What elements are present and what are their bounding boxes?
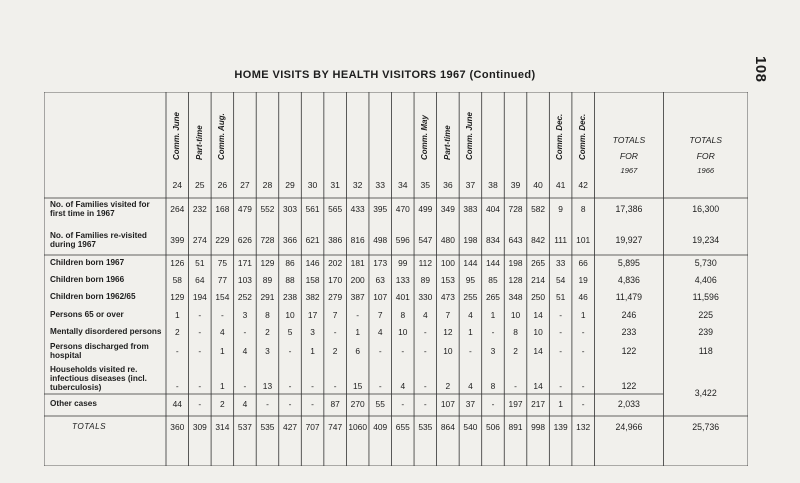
empty-value: - bbox=[311, 381, 314, 391]
empty-value: - bbox=[356, 310, 360, 320]
empty-value: - bbox=[423, 327, 427, 337]
empty-value: - bbox=[581, 381, 585, 391]
cell-value: 132 bbox=[576, 422, 591, 432]
cell-value: 103 bbox=[237, 275, 252, 285]
cell-value: 171 bbox=[237, 258, 252, 268]
empty-value: - bbox=[198, 399, 202, 409]
page-title: HOME VISITS BY HEALTH VISITORS 1967 (Continued) bbox=[234, 69, 536, 81]
page-number: 108 bbox=[752, 56, 769, 83]
cell-value: 707 bbox=[305, 422, 320, 432]
column-heading-label: Comm. Dec. bbox=[577, 113, 587, 160]
empty-value: - bbox=[175, 346, 179, 356]
row-label: No. of Families re-visited during 1967 bbox=[50, 231, 147, 249]
cell-value: 1060 bbox=[348, 422, 367, 432]
cell-value: 998 bbox=[531, 422, 546, 432]
total-1966-merged: 3,422 bbox=[694, 388, 717, 398]
cell-value: 1 bbox=[220, 381, 225, 391]
cell-value: 250 bbox=[531, 292, 546, 302]
empty-value: - bbox=[311, 399, 314, 409]
column-number: 29 bbox=[285, 180, 295, 190]
cell-value: 14 bbox=[533, 381, 543, 391]
cell-value: 7 bbox=[332, 310, 338, 320]
cell-value: 404 bbox=[485, 204, 500, 214]
cell-value: 158 bbox=[305, 275, 320, 285]
cell-value: 173 bbox=[373, 258, 388, 268]
totals-heading-line3: 1966 bbox=[697, 166, 715, 175]
cell-value: 479 bbox=[237, 204, 252, 214]
cell-value: 7 bbox=[445, 310, 451, 320]
row-label: Households visited re. infectious diseases (incl. tuberculosis) bbox=[50, 365, 147, 392]
column-number: 42 bbox=[578, 180, 588, 190]
row-label: No. of Families visited for first time in 1967 bbox=[50, 200, 150, 218]
cell-value: 537 bbox=[237, 422, 252, 432]
empty-value: - bbox=[469, 346, 472, 356]
cell-value: 561 bbox=[305, 204, 320, 214]
cell-value: 596 bbox=[395, 235, 410, 245]
empty-value: - bbox=[491, 399, 495, 409]
cell-value: 170 bbox=[328, 275, 343, 285]
column-number: 24 bbox=[172, 180, 183, 190]
column-number: 26 bbox=[217, 180, 228, 190]
cell-value: 2 bbox=[513, 346, 518, 356]
total-1967: 246 bbox=[621, 310, 637, 320]
cell-value: 255 bbox=[463, 292, 478, 302]
cell-value: 77 bbox=[217, 275, 228, 285]
row-label: Other cases bbox=[50, 399, 97, 408]
cell-value: 409 bbox=[373, 422, 388, 432]
cell-value: 621 bbox=[305, 235, 320, 245]
total-1967: 5,895 bbox=[617, 258, 640, 268]
cell-value: 498 bbox=[373, 235, 388, 245]
empty-value: - bbox=[559, 346, 563, 356]
cell-value: 154 bbox=[215, 292, 230, 302]
total-1966: 25,736 bbox=[692, 422, 720, 432]
total-1967: 2,033 bbox=[617, 399, 640, 409]
total-1967: 11,479 bbox=[615, 292, 643, 302]
empty-value: - bbox=[198, 381, 202, 391]
cell-value: 4 bbox=[220, 327, 225, 337]
cell-value: 5 bbox=[287, 327, 293, 337]
cell-value: 2 bbox=[332, 346, 338, 356]
cell-value: 10 bbox=[398, 327, 408, 337]
cell-value: 238 bbox=[283, 292, 298, 302]
cell-value: 728 bbox=[260, 235, 275, 245]
cell-value: 15 bbox=[353, 381, 363, 391]
cell-value: 4 bbox=[377, 327, 383, 337]
cell-value: 8 bbox=[400, 310, 406, 320]
cell-value: 552 bbox=[260, 204, 275, 214]
cell-value: 386 bbox=[328, 235, 343, 245]
cell-value: 66 bbox=[578, 258, 588, 268]
cell-value: 401 bbox=[395, 292, 410, 302]
cell-value: 499 bbox=[418, 204, 433, 214]
cell-value: 14 bbox=[533, 346, 543, 356]
column-number: 38 bbox=[488, 180, 498, 190]
total-1967: 24,966 bbox=[615, 422, 643, 432]
cell-value: 46 bbox=[578, 292, 588, 302]
empty-value: - bbox=[198, 346, 202, 356]
cell-value: 643 bbox=[508, 235, 523, 245]
total-1967: 19,927 bbox=[615, 235, 643, 245]
empty-value: - bbox=[423, 399, 427, 409]
total-1966: 239 bbox=[698, 327, 714, 337]
cell-value: 842 bbox=[531, 235, 546, 245]
column-number: 34 bbox=[397, 180, 408, 190]
cell-value: 95 bbox=[465, 275, 476, 285]
cell-value: 506 bbox=[485, 422, 500, 432]
cell-value: 64 bbox=[195, 275, 205, 285]
cell-value: 99 bbox=[398, 258, 408, 268]
cell-value: 473 bbox=[440, 292, 455, 302]
cell-value: 2 bbox=[445, 381, 451, 391]
empty-value: - bbox=[401, 346, 405, 356]
column-number: 35 bbox=[420, 180, 431, 190]
cell-value: 387 bbox=[350, 292, 365, 302]
row-label: Children born 1966 bbox=[50, 275, 125, 284]
cell-value: 535 bbox=[260, 422, 275, 432]
empty-value: - bbox=[378, 381, 382, 391]
column-number: 36 bbox=[443, 180, 453, 190]
column-number: 25 bbox=[195, 180, 205, 190]
empty-value: - bbox=[333, 381, 337, 391]
cell-value: 3 bbox=[242, 310, 248, 320]
cell-value: 4 bbox=[242, 346, 248, 356]
cell-value: 309 bbox=[192, 422, 207, 432]
cell-value: 75 bbox=[217, 258, 228, 268]
empty-value: - bbox=[198, 310, 202, 320]
totals-heading-line1: TOTALS bbox=[689, 135, 723, 145]
row-label: TOTALS bbox=[72, 422, 107, 431]
cell-value: 816 bbox=[350, 235, 365, 245]
cell-value: 274 bbox=[192, 235, 207, 245]
empty-value: - bbox=[581, 399, 585, 409]
empty-value: - bbox=[559, 327, 563, 337]
cell-value: 565 bbox=[328, 204, 343, 214]
column-number: 28 bbox=[262, 180, 273, 190]
column-number: 39 bbox=[510, 180, 521, 190]
total-1966: 118 bbox=[698, 346, 713, 356]
cell-value: 383 bbox=[463, 204, 478, 214]
cell-value: 395 bbox=[373, 204, 388, 214]
cell-value: 37 bbox=[465, 399, 476, 409]
column-number: 27 bbox=[240, 180, 250, 190]
cell-value: 54 bbox=[555, 275, 566, 285]
total-1966: 4,406 bbox=[694, 275, 717, 285]
totals-heading-line2: FOR bbox=[619, 151, 638, 161]
cell-value: 1 bbox=[580, 310, 586, 320]
cell-value: 8 bbox=[580, 204, 586, 214]
cell-value: 202 bbox=[328, 258, 343, 268]
cell-value: 626 bbox=[237, 235, 252, 245]
cell-value: 427 bbox=[283, 422, 298, 432]
cell-value: 107 bbox=[373, 292, 388, 302]
cell-value: 194 bbox=[192, 292, 207, 302]
cell-value: 229 bbox=[215, 235, 230, 245]
cell-value: 10 bbox=[533, 327, 543, 337]
empty-value: - bbox=[514, 381, 517, 391]
cell-value: 834 bbox=[485, 235, 500, 245]
column-number: 40 bbox=[533, 180, 543, 190]
cell-value: 181 bbox=[350, 258, 365, 268]
cell-value: 8 bbox=[513, 327, 518, 337]
column-number: 30 bbox=[307, 180, 318, 190]
empty-value: - bbox=[198, 327, 202, 337]
empty-value: - bbox=[243, 327, 247, 337]
cell-value: 232 bbox=[192, 204, 207, 214]
cell-value: 3 bbox=[265, 346, 270, 356]
cell-value: 1 bbox=[558, 399, 563, 409]
cell-value: 655 bbox=[395, 422, 410, 432]
empty-value: - bbox=[243, 381, 247, 391]
cell-value: 2 bbox=[265, 327, 270, 337]
column-heading-label: Comm. Aug. bbox=[217, 113, 227, 160]
cell-value: 1 bbox=[468, 327, 473, 337]
cell-value: 891 bbox=[508, 422, 523, 432]
cell-value: 314 bbox=[215, 422, 230, 432]
cell-value: 100 bbox=[440, 258, 455, 268]
cell-value: 864 bbox=[440, 422, 455, 432]
column-number: 41 bbox=[555, 180, 566, 190]
cell-value: 19 bbox=[578, 275, 588, 285]
cell-value: 399 bbox=[170, 235, 185, 245]
total-1967: 4,836 bbox=[617, 275, 640, 285]
cell-value: 129 bbox=[170, 292, 185, 302]
total-1966: 19,234 bbox=[692, 235, 720, 245]
cell-value: 10 bbox=[510, 310, 521, 320]
cell-value: 2 bbox=[220, 399, 225, 409]
empty-value: - bbox=[333, 327, 337, 337]
total-1967: 233 bbox=[621, 327, 637, 337]
column-heading-label: Comm. Dec. bbox=[555, 113, 565, 160]
cell-value: 4 bbox=[400, 381, 406, 391]
cell-value: 107 bbox=[440, 399, 455, 409]
cell-value: 7 bbox=[377, 310, 383, 320]
total-1967: 122 bbox=[621, 346, 637, 356]
empty-value: - bbox=[266, 399, 269, 409]
empty-value: - bbox=[401, 399, 405, 409]
cell-value: 86 bbox=[285, 258, 295, 268]
cell-value: 87 bbox=[330, 399, 340, 409]
cell-value: 270 bbox=[350, 399, 365, 409]
column-heading-label: Comm. June bbox=[172, 111, 181, 160]
cell-value: 4 bbox=[468, 381, 473, 391]
cell-value: 217 bbox=[531, 399, 546, 409]
total-1966: 16,300 bbox=[692, 204, 720, 214]
cell-value: 1 bbox=[310, 346, 315, 356]
total-1967: 17,386 bbox=[615, 204, 643, 214]
row-label: Children born 1962/65 bbox=[50, 292, 136, 301]
cell-value: 10 bbox=[285, 310, 295, 320]
cell-value: 1 bbox=[174, 310, 180, 320]
cell-value: 13 bbox=[262, 381, 273, 391]
cell-value: 360 bbox=[170, 422, 185, 432]
cell-value: 144 bbox=[485, 258, 500, 268]
empty-value: - bbox=[220, 310, 224, 320]
cell-value: 8 bbox=[265, 310, 270, 320]
cell-value: 4 bbox=[242, 399, 248, 409]
cell-value: 198 bbox=[463, 235, 478, 245]
row-label: Persons 65 or over bbox=[50, 310, 124, 319]
empty-value: - bbox=[288, 381, 292, 391]
cell-value: 128 bbox=[508, 275, 523, 285]
cell-value: 89 bbox=[262, 275, 273, 285]
totals-heading-line1: TOTALS bbox=[612, 135, 646, 145]
cell-value: 126 bbox=[170, 258, 185, 268]
cell-value: 88 bbox=[285, 275, 295, 285]
row-label: Persons discharged from hospital bbox=[50, 342, 149, 360]
cell-value: 198 bbox=[508, 258, 523, 268]
cell-value: 44 bbox=[172, 399, 182, 409]
cell-value: 547 bbox=[418, 235, 433, 245]
cell-value: 85 bbox=[488, 275, 498, 285]
cell-value: 51 bbox=[195, 258, 205, 268]
row-label: Mentally disordered persons bbox=[50, 327, 162, 336]
cell-value: 101 bbox=[576, 235, 591, 245]
cell-value: 200 bbox=[350, 275, 365, 285]
empty-value: - bbox=[581, 346, 585, 356]
cell-value: 265 bbox=[485, 292, 500, 302]
empty-value: - bbox=[175, 381, 179, 391]
cell-value: 51 bbox=[555, 292, 566, 302]
cell-value: 582 bbox=[531, 204, 546, 214]
cell-value: 129 bbox=[260, 258, 275, 268]
total-1966: 5,730 bbox=[694, 258, 717, 268]
cell-value: 279 bbox=[328, 292, 343, 302]
cell-value: 146 bbox=[305, 258, 320, 268]
cell-value: 58 bbox=[172, 275, 182, 285]
column-number: 37 bbox=[465, 180, 476, 190]
cell-value: 3 bbox=[490, 346, 496, 356]
empty-value: - bbox=[559, 310, 563, 320]
cell-value: 4 bbox=[422, 310, 428, 320]
cell-value: 252 bbox=[237, 292, 252, 302]
cell-value: 17 bbox=[307, 310, 318, 320]
empty-value: - bbox=[491, 327, 495, 337]
cell-value: 480 bbox=[440, 235, 455, 245]
cell-value: 9 bbox=[558, 204, 563, 214]
cell-value: 265 bbox=[531, 258, 546, 268]
cell-value: 10 bbox=[443, 346, 453, 356]
cell-value: 1 bbox=[355, 327, 360, 337]
cell-value: 330 bbox=[418, 292, 433, 302]
cell-value: 1 bbox=[220, 346, 225, 356]
cell-value: 540 bbox=[463, 422, 478, 432]
cell-value: 153 bbox=[440, 275, 455, 285]
empty-value: - bbox=[423, 346, 427, 356]
column-number: 32 bbox=[352, 180, 363, 190]
cell-value: 2 bbox=[174, 327, 180, 337]
column-heading-label: Part-time bbox=[442, 125, 452, 160]
cell-value: 470 bbox=[395, 204, 410, 214]
visits-table bbox=[44, 92, 748, 466]
cell-value: 3 bbox=[310, 327, 315, 337]
column-number: 31 bbox=[330, 180, 340, 190]
cell-value: 63 bbox=[375, 275, 385, 285]
cell-value: 197 bbox=[508, 399, 523, 409]
cell-value: 8 bbox=[490, 381, 496, 391]
cell-value: 133 bbox=[395, 275, 410, 285]
cell-value: 14 bbox=[533, 310, 543, 320]
cell-value: 349 bbox=[440, 204, 455, 214]
cell-value: 433 bbox=[350, 204, 365, 214]
cell-value: 382 bbox=[305, 292, 320, 302]
column-heading-label: Comm. May bbox=[420, 115, 430, 160]
column-heading-label: Comm. June bbox=[465, 111, 475, 160]
cell-value: 139 bbox=[553, 422, 568, 432]
cell-value: 33 bbox=[555, 258, 566, 268]
cell-value: 264 bbox=[170, 204, 185, 214]
total-1967: 122 bbox=[621, 381, 637, 391]
totals-heading-line2: FOR bbox=[696, 151, 715, 161]
column-number: 33 bbox=[375, 180, 385, 190]
cell-value: 168 bbox=[215, 204, 230, 214]
empty-value: - bbox=[288, 346, 292, 356]
empty-value: - bbox=[581, 327, 585, 337]
cell-value: 89 bbox=[420, 275, 430, 285]
cell-value: 535 bbox=[418, 422, 433, 432]
cell-value: 303 bbox=[283, 204, 298, 214]
empty-value: - bbox=[423, 381, 427, 391]
cell-value: 291 bbox=[260, 292, 275, 302]
cell-value: 728 bbox=[508, 204, 523, 214]
cell-value: 112 bbox=[418, 258, 432, 268]
cell-value: 366 bbox=[283, 235, 298, 245]
cell-value: 55 bbox=[375, 399, 385, 409]
totals-heading-line3: 1967 bbox=[620, 166, 638, 175]
total-1966: 225 bbox=[698, 310, 714, 320]
cell-value: 4 bbox=[468, 310, 473, 320]
column-heading-label: Part-time bbox=[194, 125, 204, 160]
cell-value: 12 bbox=[443, 327, 453, 337]
total-1966: 11,596 bbox=[692, 292, 719, 302]
empty-value: - bbox=[559, 381, 563, 391]
row-label: Children born 1967 bbox=[50, 258, 125, 267]
cell-value: 6 bbox=[355, 346, 360, 356]
empty-value: - bbox=[378, 346, 382, 356]
cell-value: 144 bbox=[463, 258, 478, 268]
cell-value: 214 bbox=[531, 275, 546, 285]
cell-value: 348 bbox=[508, 292, 523, 302]
empty-value: - bbox=[288, 399, 292, 409]
cell-value: 111 bbox=[554, 235, 567, 245]
cell-value: 747 bbox=[328, 422, 343, 432]
cell-value: 1 bbox=[490, 310, 496, 320]
